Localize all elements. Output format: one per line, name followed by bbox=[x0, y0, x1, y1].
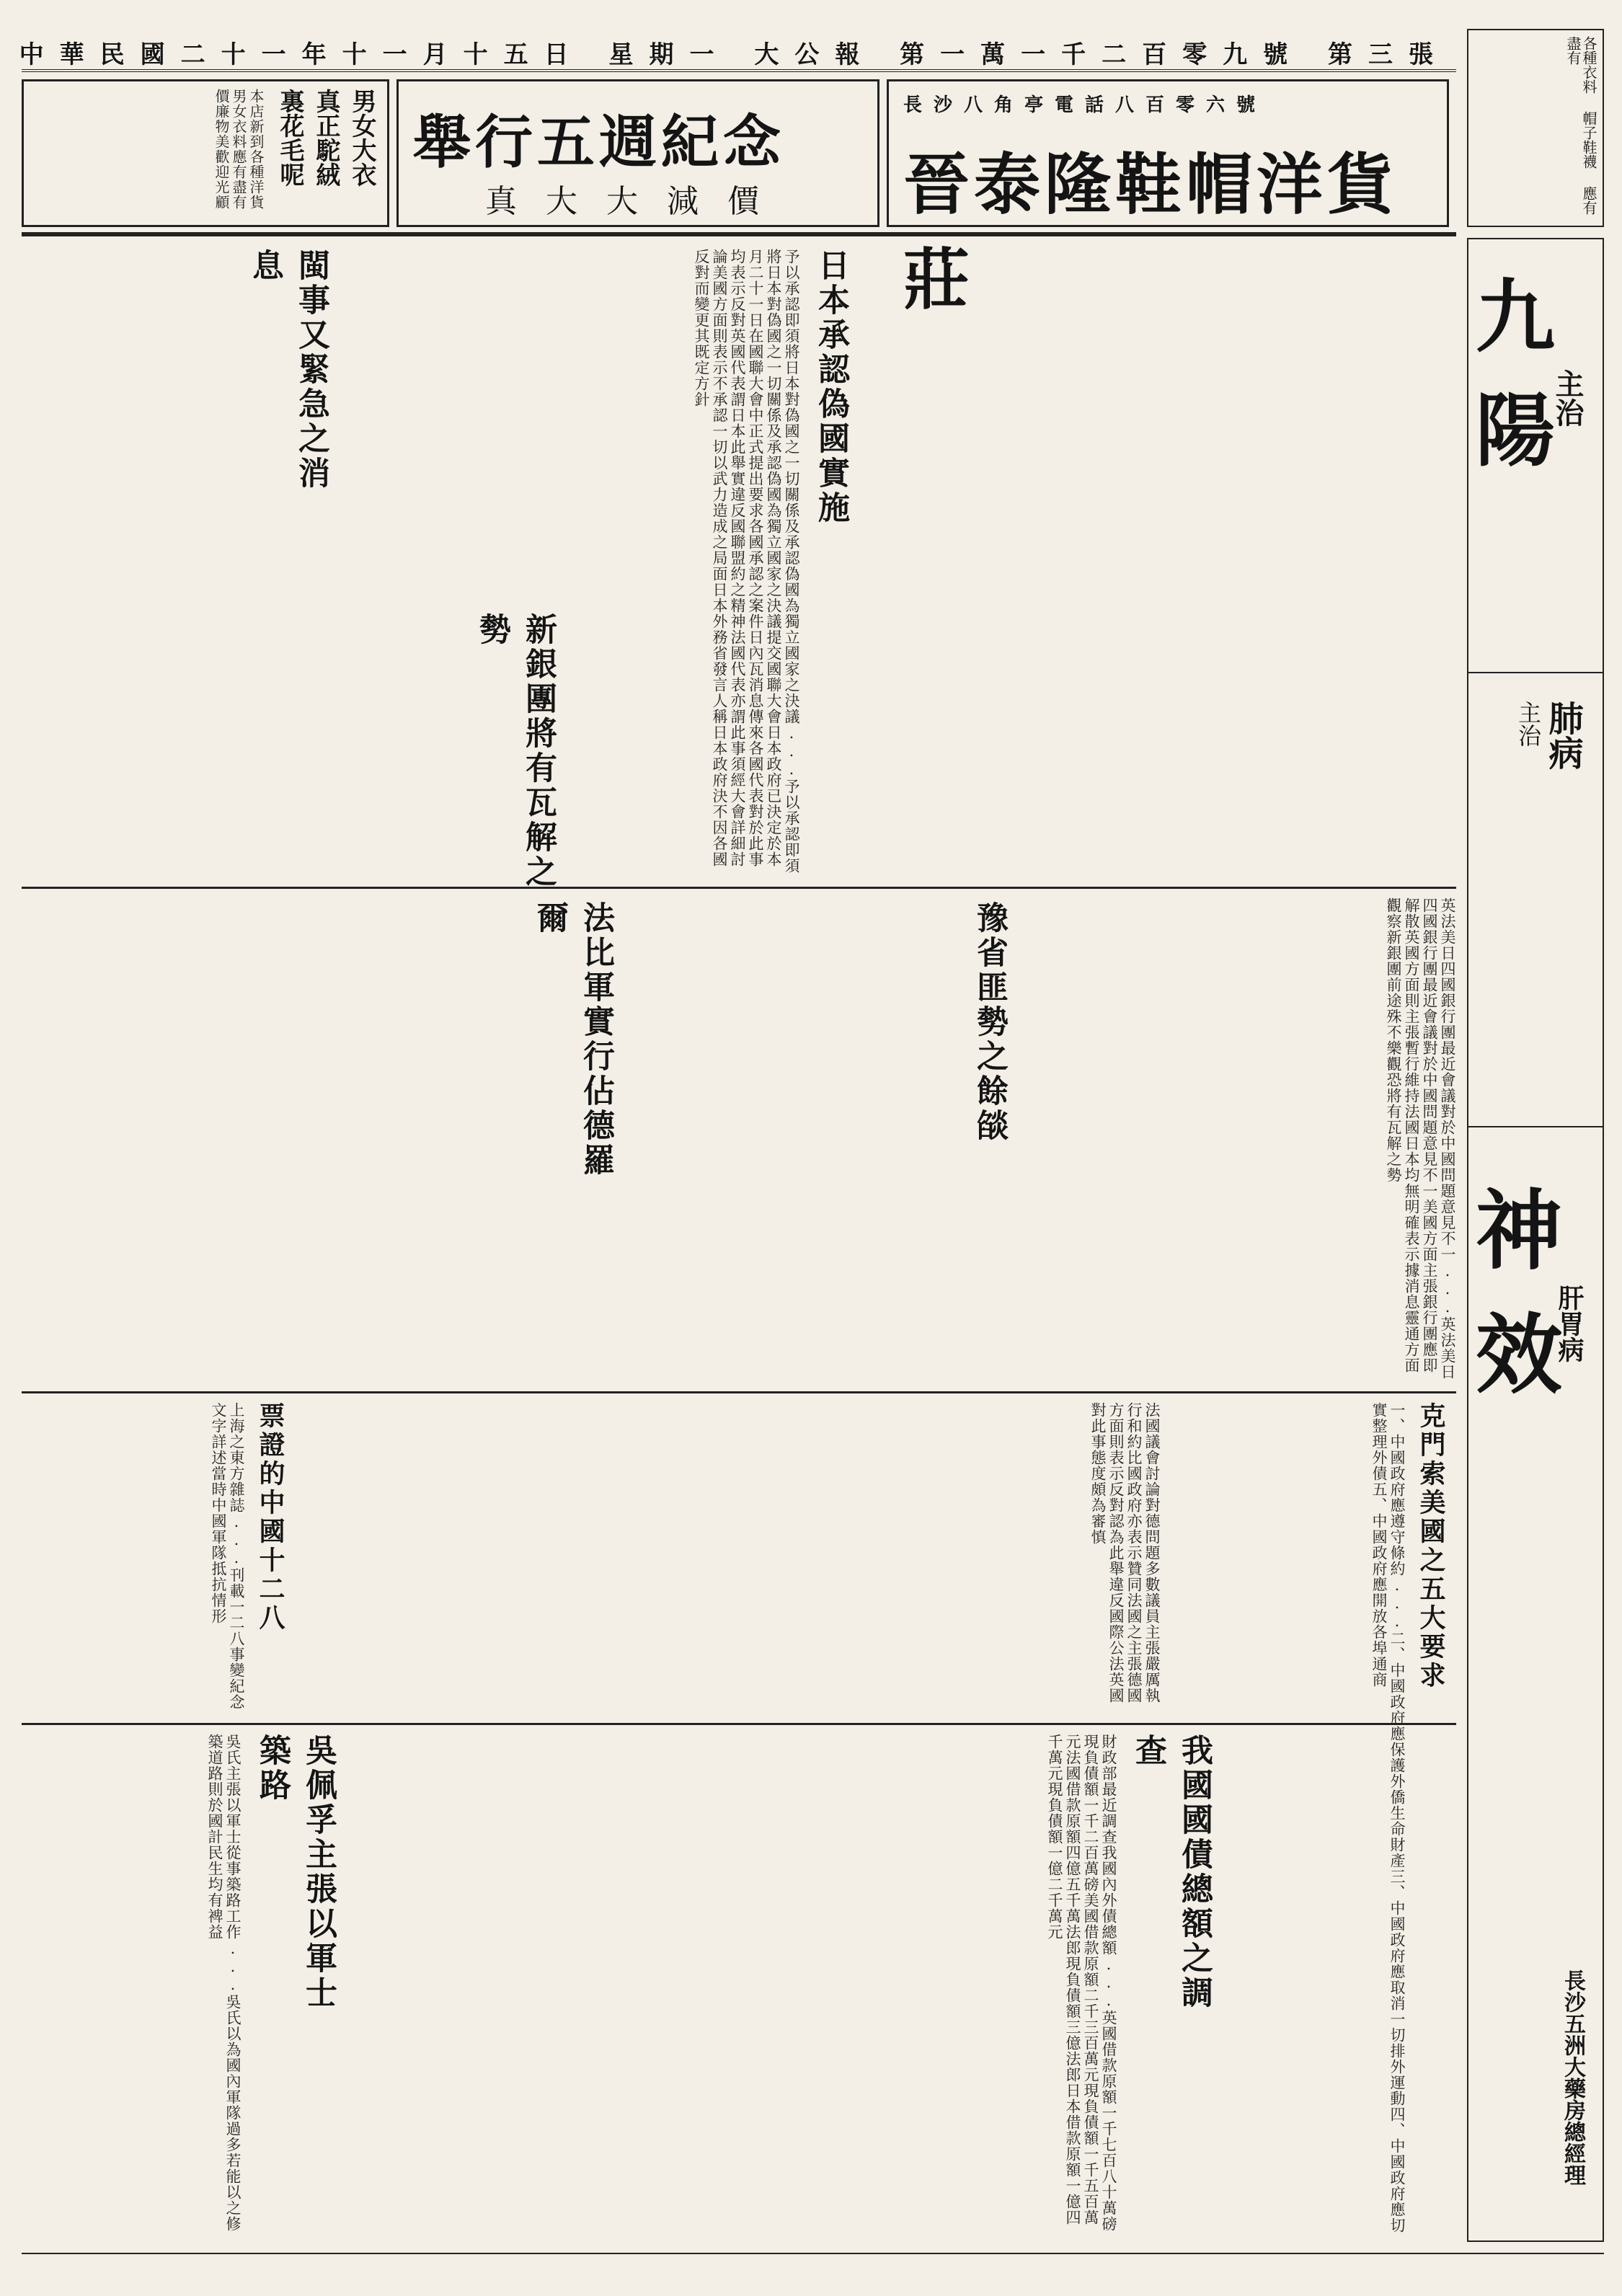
article-1-body: 予以承認即須將日本對偽國之一切關係及承認偽國為獨立國家之決議...予以承認即須將日本對偽國之一切關係及承認偽國為獨立國家之決議提交國聯大會日本政府已決定於本月二十一日在國聯大會中正式提出要求各國承認之案件日內瓦消息傳來各國代表對於此事均表示反對英國代表謂日本此舉實違反國聯盟約之精神法國代表亦謂此事須經大會詳細討論美國方面則表示不承認一切以武力造成之局面日本外務省發言人稱日本政府決不因各國反對而變更其既定方針 bbox=[693, 249, 800, 874]
masthead-text: 中華民國二十一年十一月十五日 星期一 大公報 第一萬一千二百零九號 第三張 bbox=[19, 40, 1449, 69]
side-strip bbox=[1467, 29, 1604, 227]
third-ad-text: 本店新到各種洋貨男女衣料應有盡有價廉物美歡迎光顧 bbox=[213, 89, 265, 210]
filler-block-3: 法國議會討論對德問題多數議員主張嚴厲執行和約比國政府亦表示贊同法國之主張德國方面則表示反對認為此舉違反國際公法英國對此事態度頗為審慎 bbox=[1089, 1402, 1161, 1703]
anniversary-sub: 真大大減價 bbox=[485, 183, 788, 220]
third-ad bbox=[22, 79, 389, 227]
page-bottom-rule bbox=[22, 2253, 1604, 2254]
article-9-body: 上海之東方雜誌...刊載一二八事變紀念文字詳述當時中國軍隊抵抗情形 bbox=[210, 1402, 245, 1710]
band-3 bbox=[22, 1391, 1456, 1393]
jintai-phone: 長沙八角亭電話八百零六號 bbox=[903, 94, 1267, 116]
top-ad-row bbox=[22, 79, 1456, 319]
article-8-body: 吳氏主張以軍士從事築路工作...吳氏以為國內軍隊過多若能以之修築道路則於國計民生均有裨益 bbox=[206, 1734, 241, 2232]
right-sub1: 主治 bbox=[1551, 369, 1585, 427]
article-1-headline: 日本承認偽國實施 bbox=[812, 249, 849, 526]
band-2 bbox=[22, 887, 1456, 889]
article-5-headline: 豫省匪勢之餘燄 bbox=[971, 901, 1008, 1143]
article-8-headline: 吳佩孚主張以軍士築路 bbox=[254, 1734, 337, 2011]
article-7-headline: 我國國債總額之調查 bbox=[1130, 1734, 1213, 2011]
jintai-ad bbox=[887, 79, 1449, 319]
right-ad3: 肝胃病 bbox=[1554, 1285, 1585, 1362]
third-ad-mid2: 裏花毛呢 bbox=[275, 89, 304, 187]
right-ad2-sub: 主治 bbox=[1515, 701, 1542, 747]
article-3-headline: 新銀團將有瓦解之勢 bbox=[474, 613, 557, 890]
article-6-body: 一、中國政府應遵守條約...二、中國政府應保護外僑生命財產三、中國政府應取消一切排外運動四、中國政府應切實整理外債五、中國政府應開放各埠通商 bbox=[1370, 1402, 1406, 2233]
article-3-body: 英法美日四國銀行團最近會議對於中國問題意見不一...英法美日四國銀行團最近會議對於中國問題意見不一美國方面主張銀行團應即解散英國方面則主張暫行維持法國日本均無明確表示據消息靈通方面觀察新銀團前途殊不樂觀恐將有瓦解之勢 bbox=[1385, 897, 1456, 1380]
right-ad2: 肺病 bbox=[1543, 701, 1583, 770]
third-ad-title: 男女大衣 bbox=[347, 89, 376, 187]
jintai-title: 晉泰隆鞋帽洋貨莊 bbox=[903, 146, 1399, 319]
article-7-body: 財政部最近調查我國內外債總額...英國借款原額一千七百八十萬磅現負債額一千二百萬磅美國借款原額二千三百萬元現負債額一千五百萬元法國借款原額四億五千萬法郎現負債額三億法郎日本借款原額一億四千萬元現負債額一億二千萬元 bbox=[1046, 1734, 1117, 2232]
right-column-ads bbox=[1467, 238, 1604, 2242]
right-big-ad: 神效 bbox=[1476, 1180, 1558, 1406]
anniversary-title: 舉行五週紀念 bbox=[413, 108, 785, 176]
anniversary-ad bbox=[396, 79, 879, 227]
article-4-headline: 法比軍實行佔德羅爾 bbox=[531, 901, 614, 1178]
third-ad-mid: 真正駝絨 bbox=[311, 89, 340, 187]
side-strip-text: 各種衣料 帽子鞋襪 應有盡有 bbox=[1564, 36, 1597, 215]
band-1 bbox=[22, 234, 1456, 236]
right-title1: 九陽 bbox=[1476, 270, 1555, 477]
article-9-headline: 票證的中國十二八 bbox=[255, 1402, 285, 1633]
article-2-headline: 閩事又緊急之消息 bbox=[247, 249, 329, 491]
right-bottom: 長沙五洲大藥房總經理 bbox=[1560, 1969, 1585, 2186]
masthead bbox=[19, 29, 1456, 72]
article-6-headline: 克門索美國之五大要求 bbox=[1416, 1402, 1446, 1690]
